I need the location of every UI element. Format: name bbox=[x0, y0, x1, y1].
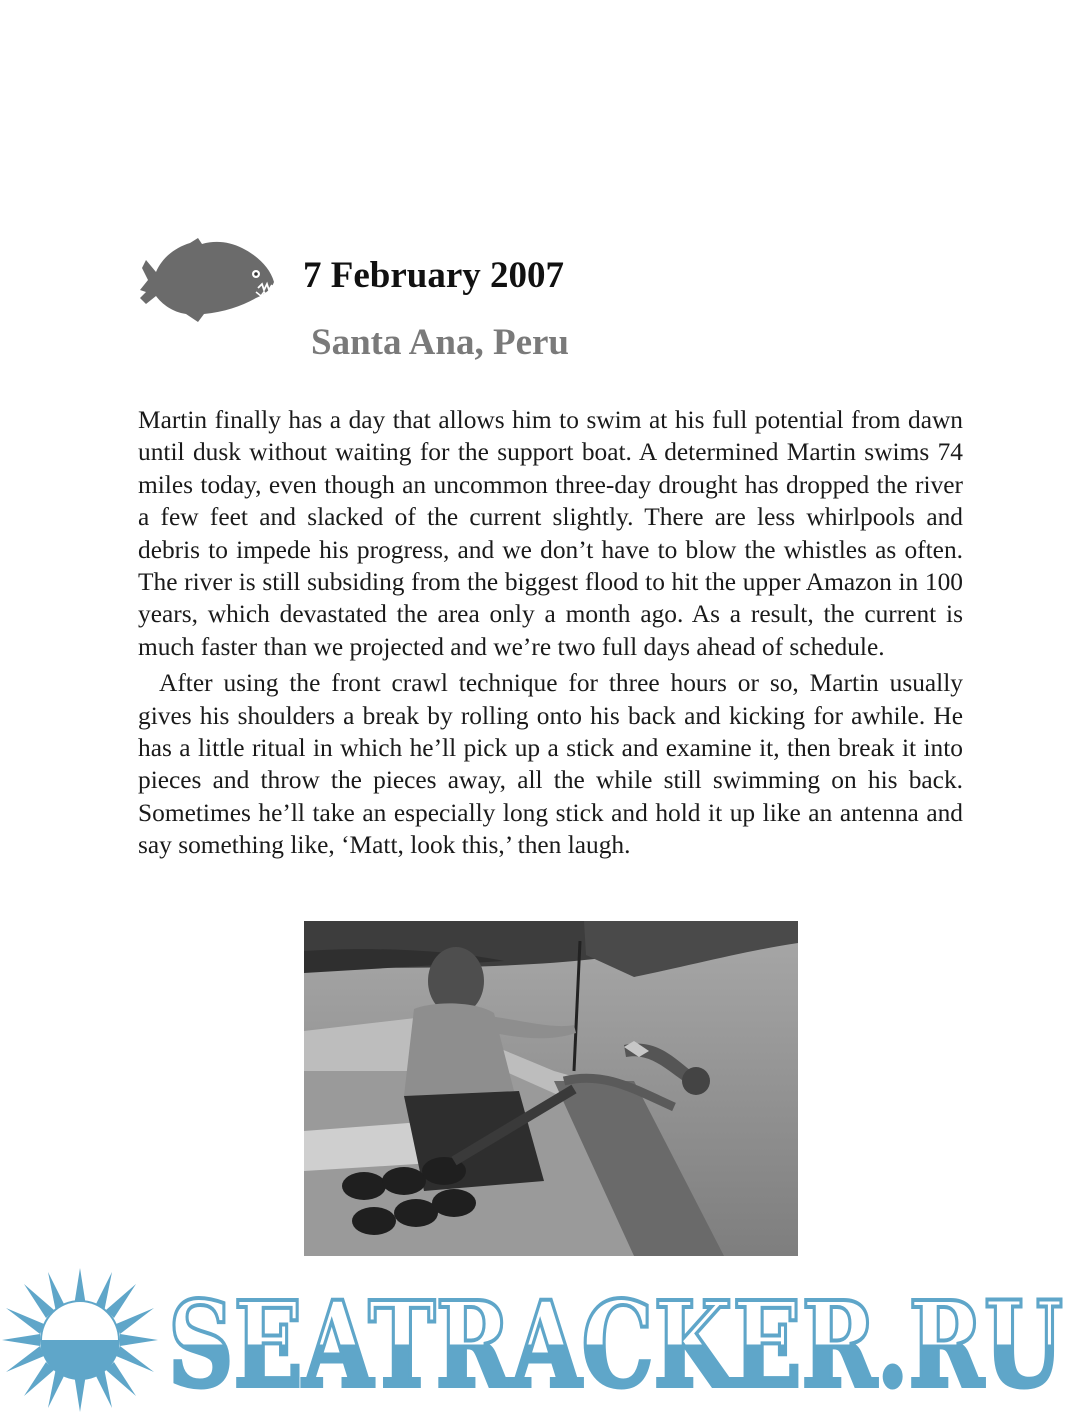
sun-icon bbox=[0, 1266, 160, 1414]
entry-body bbox=[138, 404, 963, 862]
paragraph: Martin finally has a day that allows him to swim at his full potential from dawn until dusk without waiting for the support boat. A determined Martin swims 74 miles today, even though an uncommon three-day drought has dropped the river a few feet and slacked of the current slightly. There are less whirlpools and debris to impede his progress, and we don’t have to blow the whistles as often. The river is still subsiding from the biggest flood to hit the upper Amazon in 100 years, which devastated the area only a month ago. As a result, the current is much faster than we projected and we’re two full days ahead of schedule. bbox=[138, 406, 963, 661]
entry-location: Santa Ana, Peru bbox=[311, 322, 570, 363]
watermark-banner bbox=[0, 1262, 1080, 1425]
paragraph: After using the front crawl technique for three hours or so, Martin usually gives his shoulders a break by rolling onto his back and kicking for awhile. He has a little ritual in which he’ll pick up a stick and examine it, then break it into pieces and throw the pieces away, all the while still swimming on his back. Sometimes he’ll take an especially long stick and hold it up like an antenna and say something like, ‘Matt, look this,’ then laugh. bbox=[138, 669, 963, 860]
watermark-text: SEATRACKER.RU bbox=[168, 1282, 1063, 1402]
photo-swimmer-boat bbox=[304, 921, 798, 1256]
entry-date: 7 February 2007 bbox=[303, 255, 565, 296]
piranha-icon bbox=[138, 238, 276, 322]
